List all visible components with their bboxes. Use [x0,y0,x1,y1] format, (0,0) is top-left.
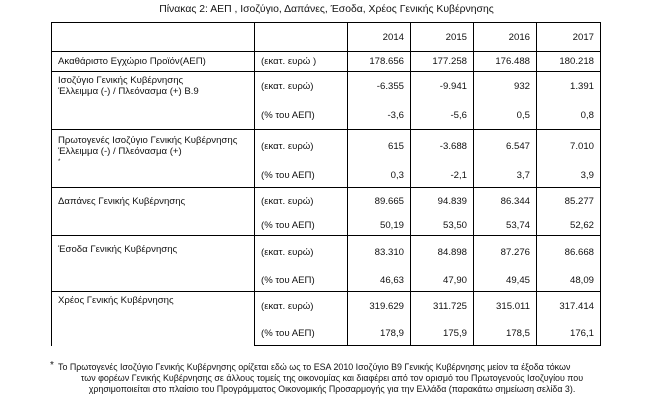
cell-value: 932 [474,72,537,102]
year-header: 2016 [474,23,537,52]
cell-value: 175,9 [411,322,474,346]
cell-value: 178,9 [348,322,411,346]
year-header: 2017 [537,23,601,52]
cell-value: 6.547 [474,130,537,164]
row-label [52,130,255,188]
row-unit: (% του ΑΕΠ) [255,216,348,236]
cell-value: 176.488 [474,52,537,72]
cell-value: 311.725 [411,292,474,322]
footnote-line: των φορέων Γενικής Κυβέρνησης σε άλλους τομείς της οικονομίας και διαφέρει από τον ορισμό του Πρωτογενούς Ισοζυγίου που [80,373,584,383]
row-label-line: Ισοζύγιο Γενικής Κυβέρνησης [58,75,184,86]
cell-value: 0,8 [537,102,601,130]
row-label-line: Πρωτογενές Ισοζύγιο Γενικής Κυβέρνησης [58,135,238,146]
cell-value: -3,6 [348,102,411,130]
row-label-text: Έλλειμμα (-) / Πλεόνασμα (+) [58,146,182,157]
footnote-line: χρησιμοποιείται στο πλαίσιο του Προγράμματος Οικονομικής Προσαρμογής για την Ελλάδα (παρακάτω σημείωση σελίδα 3). [88,384,576,394]
cell-value: 177.258 [411,52,474,72]
cell-value: 7.010 [537,130,601,164]
cell-value: 84.898 [411,236,474,270]
cell-value: 0,5 [474,102,537,130]
row-label: Ακαθάριστο Εγχώριο Προϊόν(ΑΕΠ) [52,52,255,72]
row-label-line: Έλλειμμα (-) / Πλεόνασμα (+) Β.9 [58,86,199,97]
cell-value: -2,1 [411,164,474,188]
footnote-line: Το Πρωτογενές Ισοζύγιο Γενικής Κυβέρνησης ορίζεται εδώ ως το ESA 2010 Ισοζύγιο Β9 Γενικής Κυβέρνησης μείον τα έξοδα τόκων [58,362,571,372]
cell-value: 86.668 [537,236,601,270]
table-row-debt [52,292,601,322]
cell-value: 0,3 [348,164,411,188]
cell-value: 1.391 [537,72,601,102]
year-header: 2014 [348,23,411,52]
cell-value: 85.277 [537,188,601,216]
cell-value: -9.941 [411,72,474,102]
cell-value: 615 [348,130,411,164]
cell-value: 315.011 [474,292,537,322]
table-row-primary [52,130,601,164]
table-row-gdp [52,52,601,72]
header-empty-unit [255,23,348,52]
footnote [50,360,606,395]
cell-value: 87.276 [474,236,537,270]
cell-value: 48,09 [537,270,601,292]
row-label-line [58,146,248,168]
cell-value: 52,62 [537,216,601,236]
cell-value: 180.218 [537,52,601,72]
table-title: Πίνακας 2: ΑΕΠ , Ισοζύγιο, Δαπάνες, Έσοδα, Χρέος Γενικής Κυβέρνησης [159,4,494,15]
cell-value: 94.839 [411,188,474,216]
cell-value: 50,19 [348,216,411,236]
cell-value: 46,63 [348,270,411,292]
row-unit: (εκατ. ευρώ) [255,236,348,270]
row-unit: (% του ΑΕΠ) [255,102,348,130]
row-unit: (% του ΑΕΠ) [255,270,348,292]
header-empty-label [52,23,255,52]
row-unit: (εκατ. ευρώ) [255,188,348,216]
cell-value: 178,5 [474,322,537,346]
cell-value: 49,45 [474,270,537,292]
cell-value: 317.414 [537,292,601,322]
cell-value: 53,50 [411,216,474,236]
row-label: Δαπάνες Γενικής Κυβέρνησης [52,188,255,236]
cell-value: -6.355 [348,72,411,102]
cell-value: 86.344 [474,188,537,216]
cell-value: 178.656 [348,52,411,72]
cell-value: 83.310 [348,236,411,270]
cell-value: 3,7 [474,164,537,188]
table-row-balance [52,72,601,102]
row-unit: (εκατ. ευρώ) [255,292,348,322]
row-label [52,72,255,130]
row-label: Χρέος Γενικής Κυβέρνησης [52,292,255,346]
footnote-marker: * [50,360,54,371]
row-unit: (εκατ. ευρώ ) [255,52,348,72]
fiscal-table [51,22,601,346]
row-unit: (% του ΑΕΠ) [255,322,348,346]
cell-value: 53,74 [474,216,537,236]
row-unit: (% του ΑΕΠ) [255,164,348,188]
header-row [52,23,601,52]
year-header: 2015 [411,23,474,52]
cell-value: 89.665 [348,188,411,216]
cell-value: 319.629 [348,292,411,322]
table-row-revenue [52,236,601,270]
cell-value: 176,1 [537,322,601,346]
asterisk-marker: * [58,159,61,165]
cell-value: 47,90 [411,270,474,292]
cell-value: 3,9 [537,164,601,188]
row-label: Έσοδα Γενικής Κυβέρνησης [52,236,255,292]
cell-value: -5,6 [411,102,474,130]
row-unit: (εκατ. ευρώ) [255,72,348,102]
row-unit: (εκατ. ευρώ) [255,130,348,164]
table-row-expenditure [52,188,601,216]
cell-value: -3.688 [411,130,474,164]
